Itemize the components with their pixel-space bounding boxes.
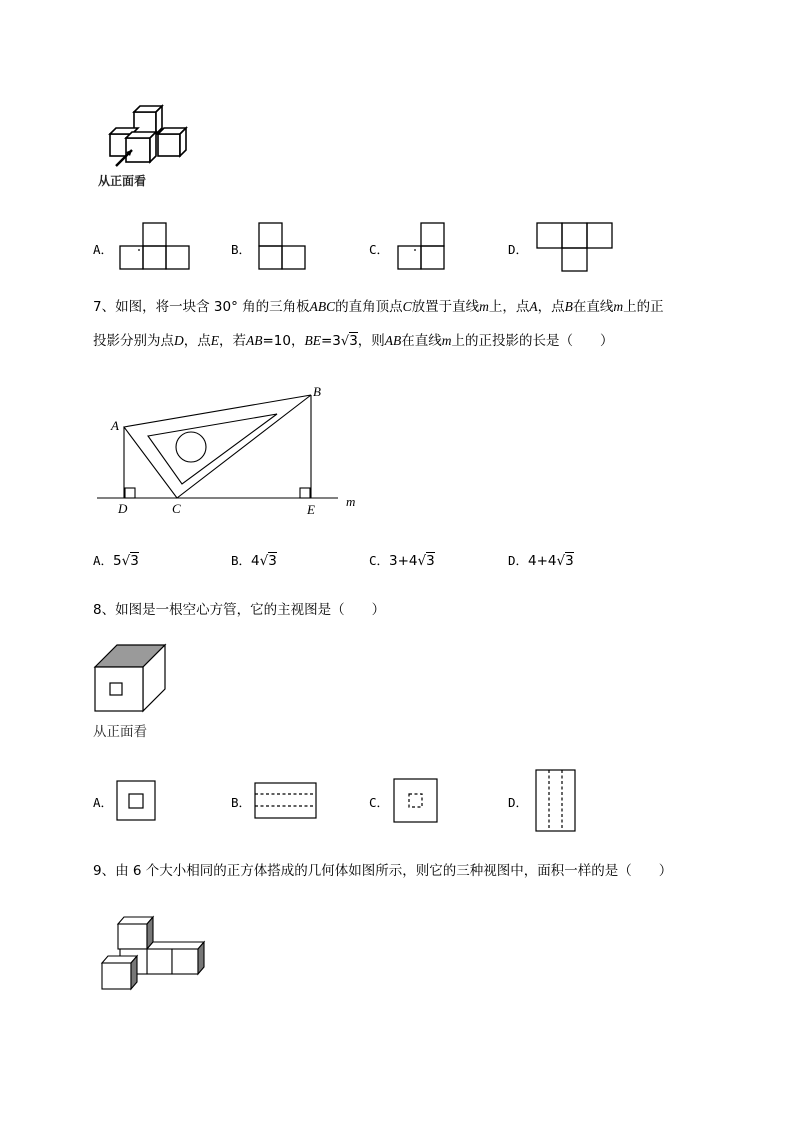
q7-option-d-coef: 4+4 bbox=[528, 553, 557, 569]
q7-var: m bbox=[441, 333, 452, 348]
q7-text: 放置于直线 bbox=[411, 299, 480, 315]
q7-var: AB bbox=[246, 333, 263, 348]
q7-option-b[interactable] bbox=[231, 552, 277, 570]
q7-text: 在直线 bbox=[401, 333, 442, 349]
q9-stem: 9、由 6 个大小相同的正方体搭成的几何体如图所示，则它的三种视图中，面积一样的是（ ） bbox=[93, 863, 673, 879]
q7-option-a-radicand: 3 bbox=[130, 553, 139, 569]
q7-var: E bbox=[210, 333, 219, 348]
q6-option-c-figure[interactable] bbox=[397, 222, 447, 270]
q6-option-b-figure[interactable] bbox=[258, 222, 308, 270]
q7-text: 投影分别为点 bbox=[93, 333, 174, 349]
q7-option-c-radicand: 3 bbox=[426, 553, 435, 569]
q7-label-e: E bbox=[307, 502, 315, 517]
q6-option-a-figure[interactable] bbox=[119, 222, 191, 270]
q6-option-b-label: B． bbox=[231, 242, 252, 257]
sqrt-symbol: √ bbox=[121, 553, 131, 569]
q7-stem-line-2 bbox=[93, 332, 614, 351]
q7-var: m bbox=[613, 299, 624, 314]
q9-cubes-figure bbox=[100, 915, 204, 991]
q7-label-d: D bbox=[118, 501, 128, 516]
q8-hollow-tube-figure bbox=[94, 643, 168, 713]
q7-option-a-coef: 5 bbox=[113, 553, 122, 569]
q8-option-d-figure[interactable] bbox=[535, 769, 577, 833]
q7-text: ，则 bbox=[357, 333, 385, 349]
q8-option-d-label: D． bbox=[508, 795, 529, 810]
q7-option-c-coef: 3+4 bbox=[389, 553, 418, 569]
q7-text: 的直角顶点 bbox=[335, 299, 403, 315]
q8-option-a-figure[interactable] bbox=[116, 780, 156, 822]
q8-option-a-label: A． bbox=[93, 795, 114, 810]
q7-text: ，点 bbox=[183, 333, 211, 349]
q7-var: ABC bbox=[309, 299, 336, 314]
q6-option-c-label: C． bbox=[369, 242, 390, 257]
q7-var: AB bbox=[384, 333, 402, 348]
q7-triangle-figure bbox=[90, 380, 380, 520]
sqrt-symbol: √ bbox=[340, 334, 350, 349]
q7-text: 上，点 bbox=[488, 299, 530, 315]
q7-stem-line-1 bbox=[93, 298, 664, 316]
q7-text: ，若 bbox=[219, 333, 246, 349]
q7-text: =3 bbox=[321, 333, 341, 349]
q7-option-b-coef: 4 bbox=[251, 553, 260, 569]
q7-text: 上的正 bbox=[623, 299, 664, 315]
q7-label-a: A bbox=[111, 418, 119, 433]
q7-number: 7、 bbox=[93, 299, 116, 315]
q6-view-caption: 从正面看 bbox=[98, 174, 147, 188]
q7-var: m bbox=[479, 299, 489, 314]
q6-option-a-label: A． bbox=[93, 242, 114, 257]
q7-var: C bbox=[402, 299, 412, 314]
q7-text: 在直线 bbox=[572, 299, 614, 315]
q7-option-c[interactable] bbox=[369, 552, 435, 570]
q7-var: D bbox=[174, 333, 184, 348]
q7-var: BE bbox=[304, 333, 321, 348]
q7-option-c-label: C． bbox=[369, 553, 390, 568]
q6-cube-figure bbox=[104, 104, 194, 164]
q7-var: A bbox=[529, 299, 538, 314]
q7-option-d-radicand: 3 bbox=[565, 553, 574, 569]
q7-var: B bbox=[564, 299, 573, 314]
q7-text: =10， bbox=[262, 333, 305, 349]
q7-label-m: m bbox=[346, 494, 356, 509]
q7-label-c: C bbox=[172, 501, 181, 516]
q7-text: 如图，将一块含 30° 角的三角板 bbox=[115, 299, 310, 315]
q7-text: ，点 bbox=[537, 299, 565, 315]
q7-label-b: B bbox=[313, 384, 321, 399]
q7-option-a[interactable] bbox=[93, 552, 139, 570]
sqrt-symbol: √ bbox=[556, 553, 566, 569]
q8-stem: 8、如图是一根空心方管，它的主视图是（ ） bbox=[93, 602, 386, 618]
q7-option-d-label: D． bbox=[508, 553, 529, 568]
q7-option-b-label: B． bbox=[231, 553, 252, 568]
q8-view-caption: 从正面看 bbox=[93, 724, 147, 740]
sqrt-symbol: √ bbox=[259, 553, 269, 569]
q7-radicand: 3 bbox=[349, 333, 358, 349]
q8-option-b-label: B． bbox=[231, 795, 252, 810]
q8-option-c-figure[interactable] bbox=[393, 778, 439, 824]
q7-text: 上的正投影的长是（ ） bbox=[451, 333, 614, 349]
q8-option-c-label: C． bbox=[369, 795, 390, 810]
q8-option-b-figure[interactable] bbox=[254, 782, 318, 820]
q7-option-b-radicand: 3 bbox=[268, 553, 277, 569]
sqrt-symbol: √ bbox=[417, 553, 427, 569]
q7-option-d[interactable] bbox=[508, 552, 574, 570]
q6-option-d-label: D． bbox=[508, 242, 529, 257]
q6-option-d-figure[interactable] bbox=[536, 222, 614, 272]
q7-option-a-label: A． bbox=[93, 553, 114, 568]
